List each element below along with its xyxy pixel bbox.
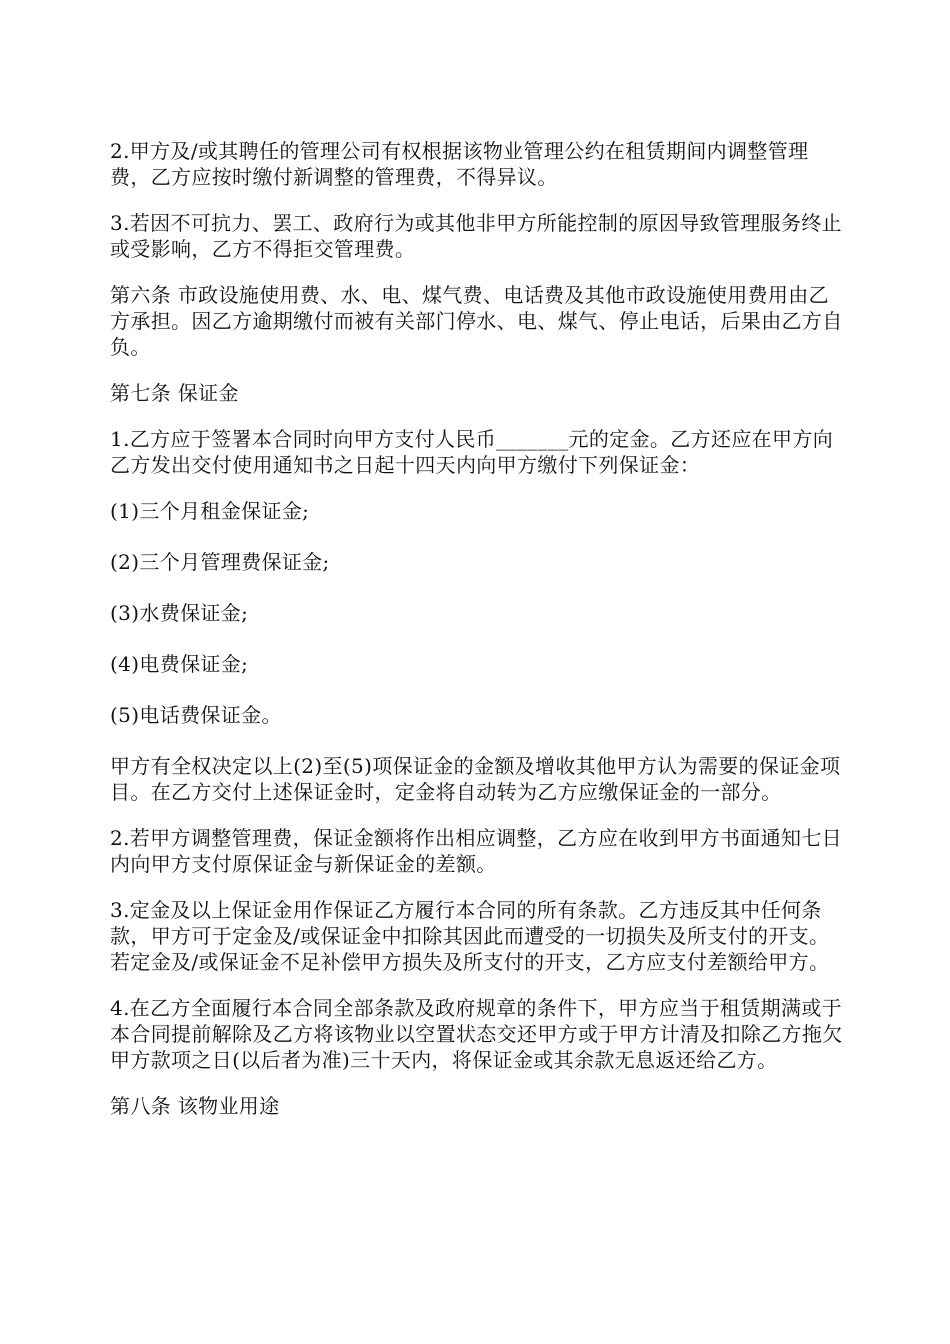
deposit-item-electricity: (4)电费保证金; (110, 652, 249, 676)
paragraph-force-majeure: 3.若因不可抗力、罢工、政府行为或其他非甲方所能控制的原因导致管理服务终止或受影响，乙方不得拒交管理费。 (110, 211, 843, 261)
paragraph-article-6-utilities: 第六条 市政设施使用费、水、电、煤气费、电话费及其他市政设施使用费用由乙方承担。因乙方逾期缴付而被有关部门停水、电、煤气、停止电话，后果由乙方自负。 (110, 283, 843, 359)
deposit-item-rent: (1)三个月租金保证金; (110, 499, 310, 523)
article-7-heading: 第七条 保证金 (110, 381, 239, 405)
document-page (110, 138, 845, 1139)
paragraph-deposit-payment: 1.乙方应于签署本合同时向甲方支付人民币_______元的定金。乙方还应在甲方向乙方发出交付使用通知书之日起十四天内向甲方缴付下列保证金： (110, 427, 834, 477)
paragraph-deposit-refund: 4.在乙方全面履行本合同全部条款及政府规章的条件下，甲方应当于租赁期满或于本合同提前解除及乙方将该物业以空置状态交还甲方或于甲方计清及扣除乙方拖欠甲方款项之日(以后者为准)三十天内，将保证金或其余款无息返还给乙方。 (110, 996, 843, 1072)
article-8-heading: 第八条 该物业用途 (110, 1094, 280, 1118)
deposit-item-management-fee: (2)三个月管理费保证金; (110, 550, 330, 574)
paragraph-deposit-deduction: 3.定金及以上保证金用作保证乙方履行本合同的所有条款。乙方违反其中任何条款，甲方可于定金及/或保证金中扣除其因此而遭受的一切损失及所支付的开支。若定金及/或保证金不足补偿甲方损失及所支付的开支，乙方应支付差额给甲方。 (110, 898, 830, 974)
paragraph-deposit-adjustment: 2.若甲方调整管理费，保证金额将作出相应调整，乙方应在收到甲方书面通知七日内向甲方支付原保证金与新保证金的差额。 (110, 826, 843, 876)
paragraph-management-fee-adjustment: 2.甲方及/或其聘任的管理公司有权根据该物业管理公约在租赁期间内调整管理费，乙方应按时缴付新调整的管理费，不得异议。 (110, 139, 809, 189)
deposit-item-telephone: (5)电话费保证金。 (110, 703, 282, 727)
paragraph-deposit-discretion: 甲方有全权决定以上(2)至(5)项保证金的金额及增收其他甲方认为需要的保证金项目。在乙方交付上述保证金时，定金将自动转为乙方应缴保证金的一部分。 (110, 754, 841, 804)
deposit-item-water: (3)水费保证金; (110, 601, 249, 625)
